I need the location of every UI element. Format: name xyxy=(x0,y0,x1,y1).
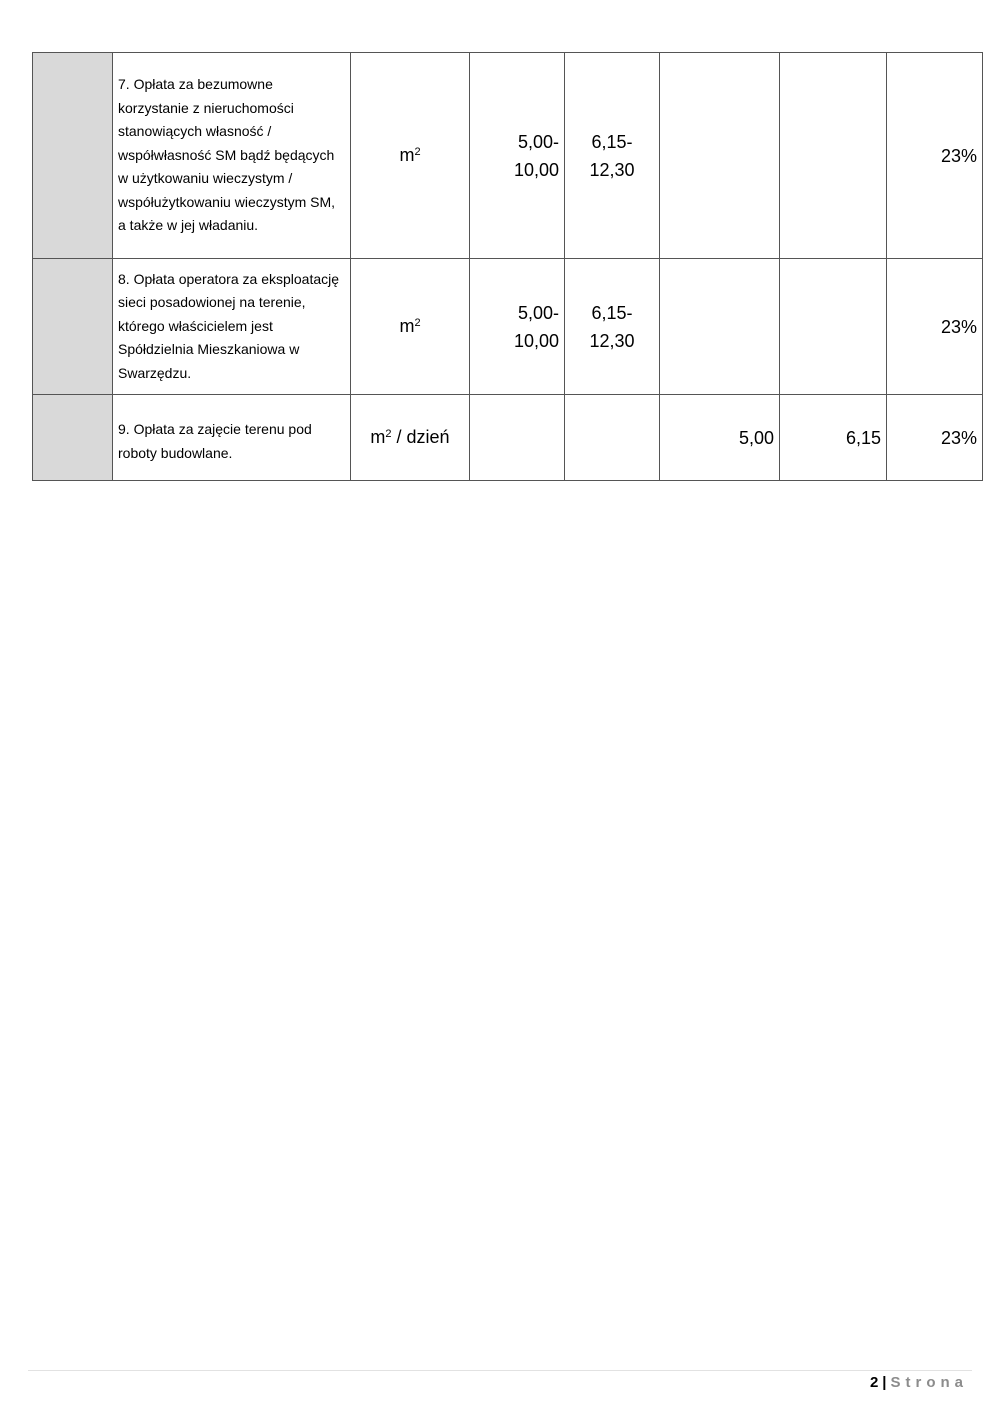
unit-cell xyxy=(351,395,470,481)
table-row xyxy=(33,53,983,259)
vat-cell: 23% xyxy=(887,53,983,259)
unit-exponent: 2 xyxy=(414,146,421,158)
net-range-cell xyxy=(470,53,565,259)
net-range-cell xyxy=(470,395,565,481)
footer-separator: | xyxy=(882,1374,887,1391)
range-to: 10,00 xyxy=(513,330,559,351)
table-row xyxy=(33,395,983,481)
unit-cell xyxy=(351,53,470,259)
page-footer xyxy=(870,1374,968,1391)
range-from: 6,15- xyxy=(591,302,633,323)
net-fixed-cell xyxy=(660,53,780,259)
page-number: 2 xyxy=(869,1374,879,1391)
unit-suffix: / dzień xyxy=(391,427,450,447)
range-to: 10,00 xyxy=(513,159,559,180)
unit-base: m xyxy=(399,145,415,165)
gross-fixed-cell xyxy=(780,259,887,395)
description-cell: 9. Opłata za zajęcie terenu pod roboty budowlane. xyxy=(113,395,351,481)
vat-cell: 23% xyxy=(887,395,983,481)
unit-cell xyxy=(351,259,470,395)
range-from: 5,00- xyxy=(517,302,559,323)
unit-base: m xyxy=(370,427,386,447)
net-range-cell xyxy=(470,259,565,395)
footer-divider xyxy=(28,1370,972,1371)
unit-exponent: 2 xyxy=(414,317,421,329)
gross-range-cell xyxy=(565,53,660,259)
description-cell: 8. Opłata operatora za eksploatację sieci posadowionej na terenie, którego właścicielem jest Spółdzielnia Mieszkaniowa w Swarzędzu. xyxy=(113,259,351,395)
range-to: 12,30 xyxy=(589,159,635,180)
shaded-cell xyxy=(33,259,113,395)
unit-base: m xyxy=(399,316,415,336)
page-label: Strona xyxy=(890,1374,968,1391)
shaded-cell xyxy=(33,395,113,481)
vat-cell: 23% xyxy=(887,259,983,395)
table-row xyxy=(33,259,983,395)
net-fixed-cell xyxy=(660,259,780,395)
gross-fixed-cell: 6,15 xyxy=(780,395,887,481)
unit-exponent: 2 xyxy=(385,428,392,440)
range-from: 6,15- xyxy=(591,131,633,152)
range-to: 12,30 xyxy=(589,330,635,351)
range-from: 5,00- xyxy=(517,131,559,152)
shaded-cell xyxy=(33,53,113,259)
gross-fixed-cell xyxy=(780,53,887,259)
fee-table xyxy=(32,52,983,481)
net-fixed-cell: 5,00 xyxy=(660,395,780,481)
gross-range-cell xyxy=(565,395,660,481)
gross-range-cell xyxy=(565,259,660,395)
description-cell: 7. Opłata za bezumowne korzystanie z nieruchomości stanowiących własność / współwłasność SM bądź będących w użytkowaniu wieczystym / współużytkowaniu wieczystym SM, a także w jej władaniu. xyxy=(113,53,351,259)
